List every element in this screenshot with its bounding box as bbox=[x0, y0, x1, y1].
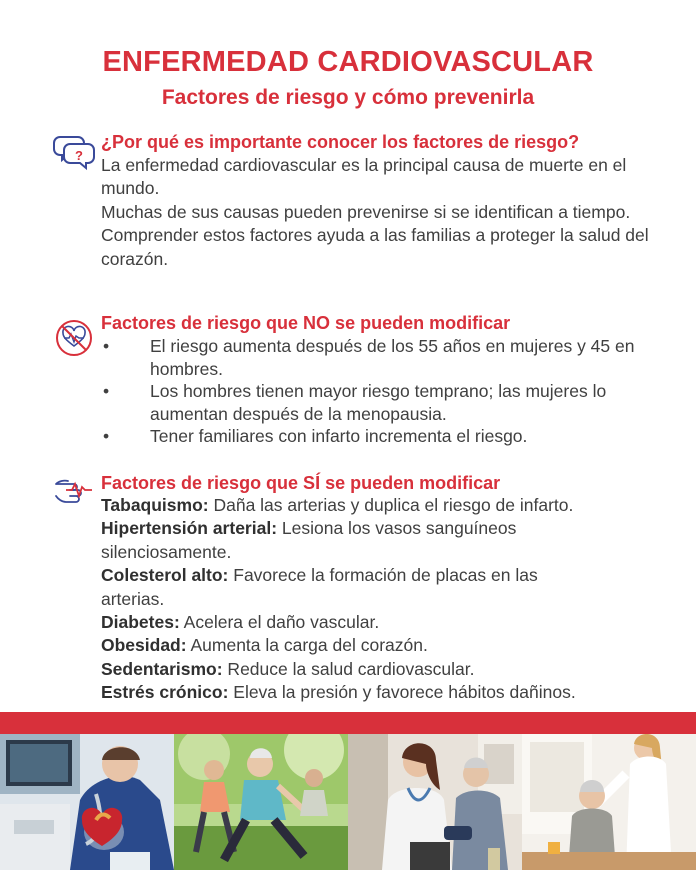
risk-factor-desc: Favorece la formación de placas en las arterias. bbox=[101, 565, 538, 609]
risk-factor-desc: Daña las arterias y duplica el riesgo de infarto. bbox=[208, 495, 574, 515]
caregiver-elderly-photo bbox=[522, 734, 696, 870]
risk-factor-term: Colesterol alto: bbox=[101, 565, 229, 586]
section-modifiable-heading: Factores de riesgo que SÍ se pueden modificar bbox=[101, 473, 501, 493]
section-non-modifiable bbox=[52, 312, 652, 448]
section-importance-paragraph: La enfermedad cardiovascular es la principal causa de muerte en el mundo. bbox=[101, 155, 627, 199]
title-part1: ENFERMEDAD bbox=[102, 46, 318, 78]
section-importance-paragraph: Comprender estos factores ayuda a las familias a proteger la salud del corazón. bbox=[101, 225, 649, 269]
page-subtitle: Factores de riesgo y cómo prevenirla bbox=[161, 86, 535, 109]
risk-factor-item bbox=[101, 658, 652, 681]
risk-factor-desc: Acelera el daño vascular. bbox=[179, 612, 380, 633]
risk-factor-desc: Eleva la presión y favorece hábitos dañinos. bbox=[228, 682, 576, 703]
section-importance-heading: ¿Por qué es importante conocer los factores de riesgo? bbox=[101, 132, 580, 152]
risk-factor-item bbox=[101, 611, 652, 634]
risk-factor-item bbox=[101, 564, 601, 611]
bullet-icon: • bbox=[103, 381, 110, 401]
page-title bbox=[0, 44, 696, 80]
bullet-icon: • bbox=[103, 336, 110, 356]
section-importance bbox=[52, 131, 652, 271]
risk-factor-term: Hipertensión arterial: bbox=[101, 518, 278, 539]
risk-factor-desc: Lesiona los vasos sanguíneos silenciosamente. bbox=[101, 518, 517, 562]
svg-text:?: ? bbox=[75, 148, 83, 163]
list-item bbox=[101, 380, 639, 425]
doctor-heart-model-photo bbox=[0, 734, 174, 870]
risk-factor-desc: Aumenta la carga del corazón. bbox=[186, 635, 428, 656]
risk-factor-item bbox=[101, 681, 652, 704]
non-modifiable-list bbox=[101, 335, 639, 448]
page-header bbox=[0, 44, 696, 112]
risk-factor-item bbox=[101, 494, 652, 517]
risk-factor-item bbox=[101, 517, 561, 564]
bullet-icon: • bbox=[103, 426, 110, 446]
seniors-exercising-photo bbox=[174, 734, 348, 870]
risk-factor-item bbox=[101, 634, 652, 657]
risk-factor-term: Diabetes: bbox=[101, 612, 180, 633]
list-item bbox=[101, 425, 639, 448]
section-non-modifiable-heading: Factores de riesgo que NO se pueden modificar bbox=[101, 313, 511, 333]
section-importance-paragraph: Muchas de sus causas pueden prevenirse si se identifican a tiempo. bbox=[101, 201, 631, 222]
list-item-text: Los hombres tienen mayor riesgo temprano; las mujeres lo aumentan después de la menopausia. bbox=[150, 381, 607, 424]
list-item-text: El riesgo aumenta después de los 55 años en mujeres y 45 en hombres. bbox=[150, 336, 635, 379]
risk-factor-term: Tabaquismo: bbox=[101, 495, 209, 515]
risk-factor-term: Sedentarismo: bbox=[101, 658, 223, 679]
list-item-text: Tener familiares con infarto incrementa el riesgo. bbox=[150, 426, 528, 446]
doctor-blood-pressure-photo bbox=[348, 734, 522, 870]
title-part2: CARDIOVASCULAR bbox=[317, 46, 594, 78]
question-chat-icon bbox=[52, 131, 96, 171]
hand-heartbeat-icon bbox=[52, 472, 96, 512]
list-item bbox=[101, 335, 639, 380]
photo-strip bbox=[0, 734, 696, 870]
risk-factor-term: Obesidad: bbox=[101, 635, 187, 656]
accent-divider-bar bbox=[0, 712, 696, 734]
section-modifiable bbox=[52, 472, 652, 705]
risk-factor-desc: Reduce la salud cardiovascular. bbox=[222, 658, 475, 679]
no-heart-icon bbox=[52, 318, 96, 358]
risk-factor-term: Estrés crónico: bbox=[101, 682, 229, 703]
